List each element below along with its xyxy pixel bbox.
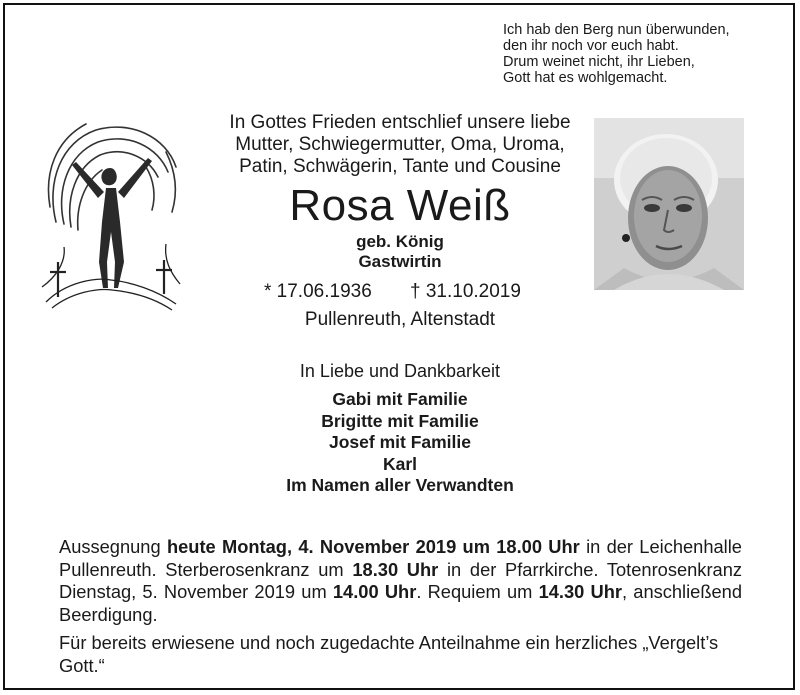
funeral-schedule (59, 536, 742, 626)
notice-text: Aussegnung (59, 536, 167, 557)
mourner-entry: Gabi mit Familie (332, 389, 468, 409)
residence: Pullenreuth, Altenstadt (304, 309, 496, 330)
notice-text: in der Leichenhalle Pullenreuth. Sterberosenkranz um (59, 536, 742, 580)
life-dates (200, 280, 600, 304)
mourners-lead: In Liebe und Dankbarkeit (299, 361, 501, 381)
intro-line: In Gottes Frieden entschlief unsere liebe (229, 112, 571, 133)
main-announcement (200, 112, 600, 332)
poem-line: Ich hab den Berg nun überwunden, (503, 22, 730, 38)
poem-line: Drum weinet nicht, ihr Lieben, (503, 54, 695, 70)
thanks-text: Für bereits erwiesene und noch zugedachte Anteilnahme ein herzliches „Vergelt’s Gott.“ (59, 632, 719, 676)
funeral-notice (59, 536, 742, 677)
intro-line: Mutter, Schwiegermutter, Oma, Uroma, (235, 134, 565, 155)
mourner-entry: Brigitte mit Familie (321, 410, 479, 431)
mourners-section (200, 360, 600, 497)
intro-text (200, 112, 600, 178)
notice-emphasis: 18.30 Uhr (352, 558, 439, 580)
resurrection-artwork (36, 112, 186, 317)
mourner-entry: Im Namen aller Verwandten (286, 475, 514, 495)
portrait-photo (594, 118, 744, 290)
occupation: Gastwirtin (358, 252, 442, 271)
notice-text: . Requiem um (416, 581, 539, 602)
death-date: † 31.10.2019 (410, 281, 521, 302)
notice-text: , anschließend Beerdigung. (59, 581, 743, 625)
maiden-name: geb. König (356, 232, 444, 251)
portrait-image (594, 118, 744, 290)
birth-date: * 17.06.1936 (264, 281, 372, 302)
mourner-entry: Karl (382, 453, 418, 474)
poem-line: Gott hat es wohlgemacht. (503, 70, 668, 86)
poem (503, 22, 783, 86)
intro-line: Patin, Schwägerin, Tante und Cousine (239, 156, 561, 177)
poem-line: den ihr noch vor euch habt. (503, 38, 679, 54)
deceased-name: Rosa Weiß (289, 181, 511, 230)
notice-emphasis: heute Montag, 4. November 2019 um 18.00 Uhr (166, 536, 580, 557)
notice-text: in der Pfarrkirche. Totenrosenkranz Dienstag, 5. November 2019 um (59, 558, 743, 602)
notice-emphasis: 14.00 Uhr (332, 581, 417, 602)
notice-emphasis: 14.30 Uhr (538, 581, 622, 602)
mourner-entry: Josef mit Familie (329, 432, 471, 452)
